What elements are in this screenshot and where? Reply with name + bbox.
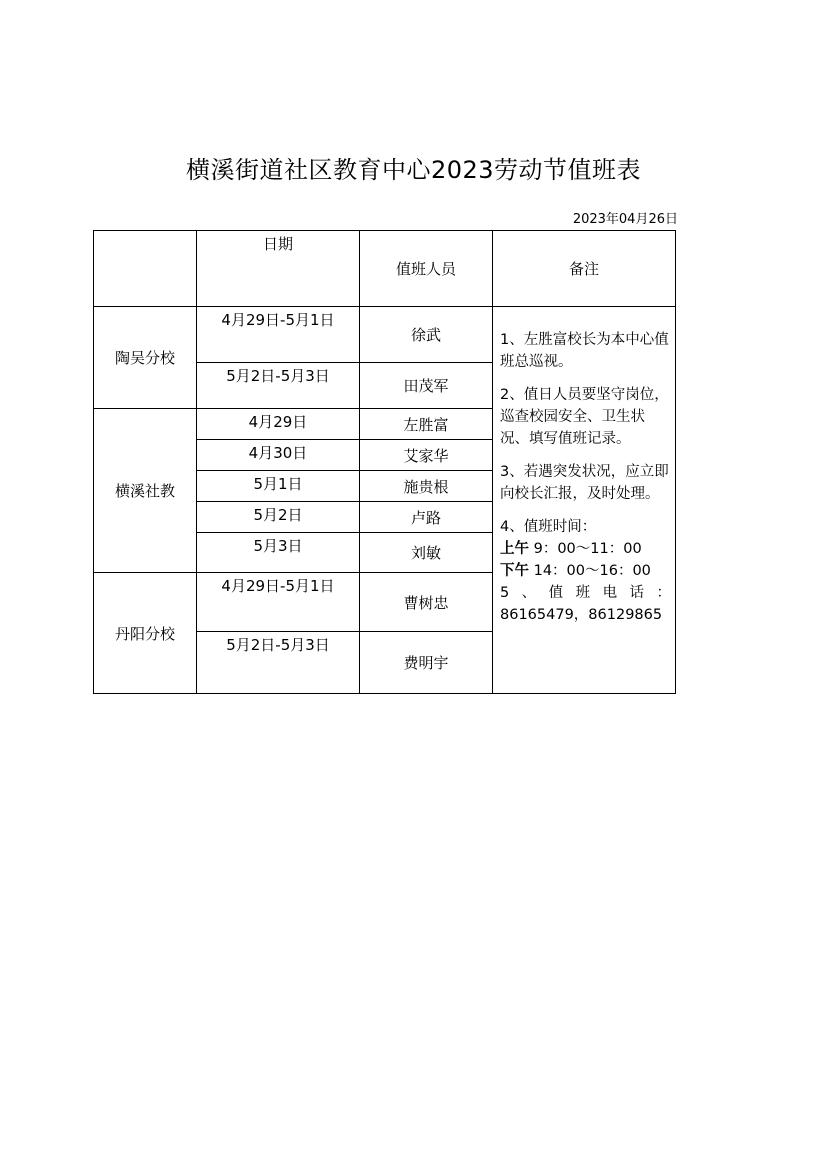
duty-date: 4月29日-5月1日 <box>197 307 360 363</box>
duty-staff: 施贵根 <box>360 471 493 502</box>
note-1: 1、左胜富校长为本中心值班总巡视。 <box>500 332 669 370</box>
note-5-label: 5、值班电话： <box>500 585 671 601</box>
duty-staff: 卢路 <box>360 502 493 533</box>
duty-staff: 刘敏 <box>360 533 493 573</box>
duty-date: 5月2日-5月3日 <box>197 632 360 694</box>
branch-taowu: 陶吴分校 <box>94 307 197 409</box>
table-row <box>94 307 676 363</box>
duty-staff: 田茂军 <box>360 363 493 409</box>
note-5-phones: 86165479，86129865 <box>500 607 663 623</box>
header-row <box>94 231 676 307</box>
note-4 <box>500 516 671 582</box>
duty-staff: 曹树忠 <box>360 573 493 632</box>
duty-date: 4月29日-5月1日 <box>197 573 360 632</box>
notes-cell <box>493 307 676 694</box>
duty-staff: 艾家华 <box>360 440 493 471</box>
duty-date: 5月1日 <box>197 471 360 502</box>
header-staff: 值班人员 <box>360 231 493 307</box>
am-time: 9：00～11：00 <box>533 541 642 557</box>
duty-date: 5月2日-5月3日 <box>197 363 360 409</box>
duty-staff: 徐武 <box>360 307 493 363</box>
duty-date: 4月30日 <box>197 440 360 471</box>
duty-staff: 左胜富 <box>360 409 493 440</box>
branch-danyang: 丹阳分校 <box>94 573 197 694</box>
document-date: 2023年04月26日 <box>572 212 678 227</box>
note-4-title: 4、值班时间： <box>500 519 597 535</box>
header-date: 日期 <box>197 231 360 307</box>
note-3: 3、若遇突发状况，应立即向校长汇报，及时处理。 <box>500 464 669 502</box>
branch-hengxi: 横溪社教 <box>94 409 197 573</box>
header-notes: 备注 <box>493 231 676 307</box>
note-4-pm <box>500 560 671 582</box>
note-2: 2、值日人员要坚守岗位，巡查校园安全、卫生状况、填写值班记录。 <box>500 387 669 447</box>
duty-date: 4月29日 <box>197 409 360 440</box>
duty-date: 5月3日 <box>197 533 360 573</box>
duty-table <box>93 230 676 694</box>
pm-time: 14：00～16：00 <box>533 563 651 579</box>
page-title: 横溪街道社区教育中心2023劳动节值班表 <box>185 156 642 184</box>
duty-staff: 费明宇 <box>360 632 493 694</box>
note-4-am <box>500 538 671 560</box>
header-branch <box>94 231 197 307</box>
duty-date: 5月2日 <box>197 502 360 533</box>
am-label: 上午 <box>500 541 529 557</box>
pm-label: 下午 <box>500 563 529 579</box>
